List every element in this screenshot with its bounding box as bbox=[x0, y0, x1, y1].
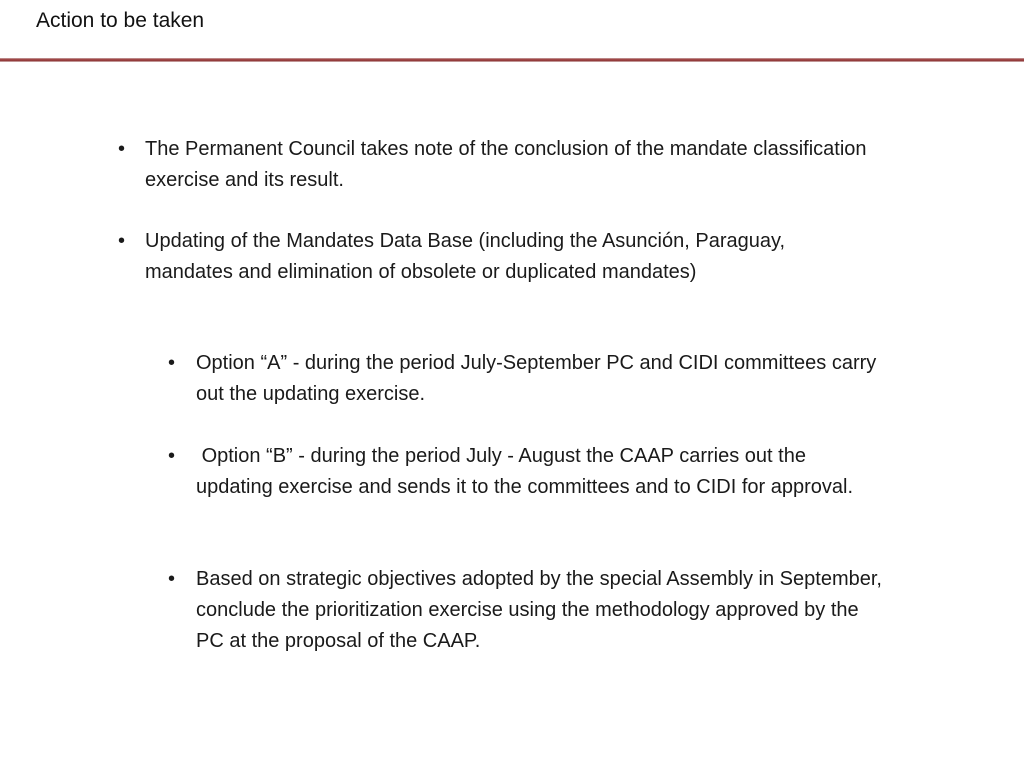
bullet-item-permanent-council bbox=[118, 134, 878, 196]
bullet-text: Option “A” - during the period July-September PC and CIDI committees carry out the updating exercise. bbox=[196, 352, 877, 405]
sub-bullet-option-a bbox=[168, 348, 888, 410]
bullet-item-updating-database bbox=[118, 226, 878, 288]
bullet-text: Option “B” - during the period July - August the CAAP carries out the updating exercise and sends it to the committees and to CIDI for approval. bbox=[196, 445, 854, 498]
bullet-dot-icon: • bbox=[168, 568, 176, 590]
sub-bullet-option-b bbox=[168, 441, 888, 503]
slide-title: Action to be taken bbox=[36, 9, 205, 32]
bullet-text: Based on strategic objectives adopted by the special Assembly in September, conclude the prioritization exercise using the methodology approved by the PC at the proposal of the CAAP. bbox=[196, 568, 882, 652]
bullet-dot-icon: • bbox=[118, 138, 126, 160]
bullet-dot-icon: • bbox=[168, 352, 176, 374]
sub-bullet-prioritization bbox=[168, 564, 888, 657]
bullet-text: Updating of the Mandates Data Base (including the Asunción, Paraguay, mandates and elimination of obsolete or duplicated mandates) bbox=[145, 230, 786, 283]
title-divider bbox=[0, 58, 1024, 62]
bullet-dot-icon: • bbox=[118, 230, 126, 252]
bullet-text: The Permanent Council takes note of the conclusion of the mandate classification exercise and its result. bbox=[145, 138, 867, 191]
bullet-dot-icon: • bbox=[168, 445, 176, 467]
